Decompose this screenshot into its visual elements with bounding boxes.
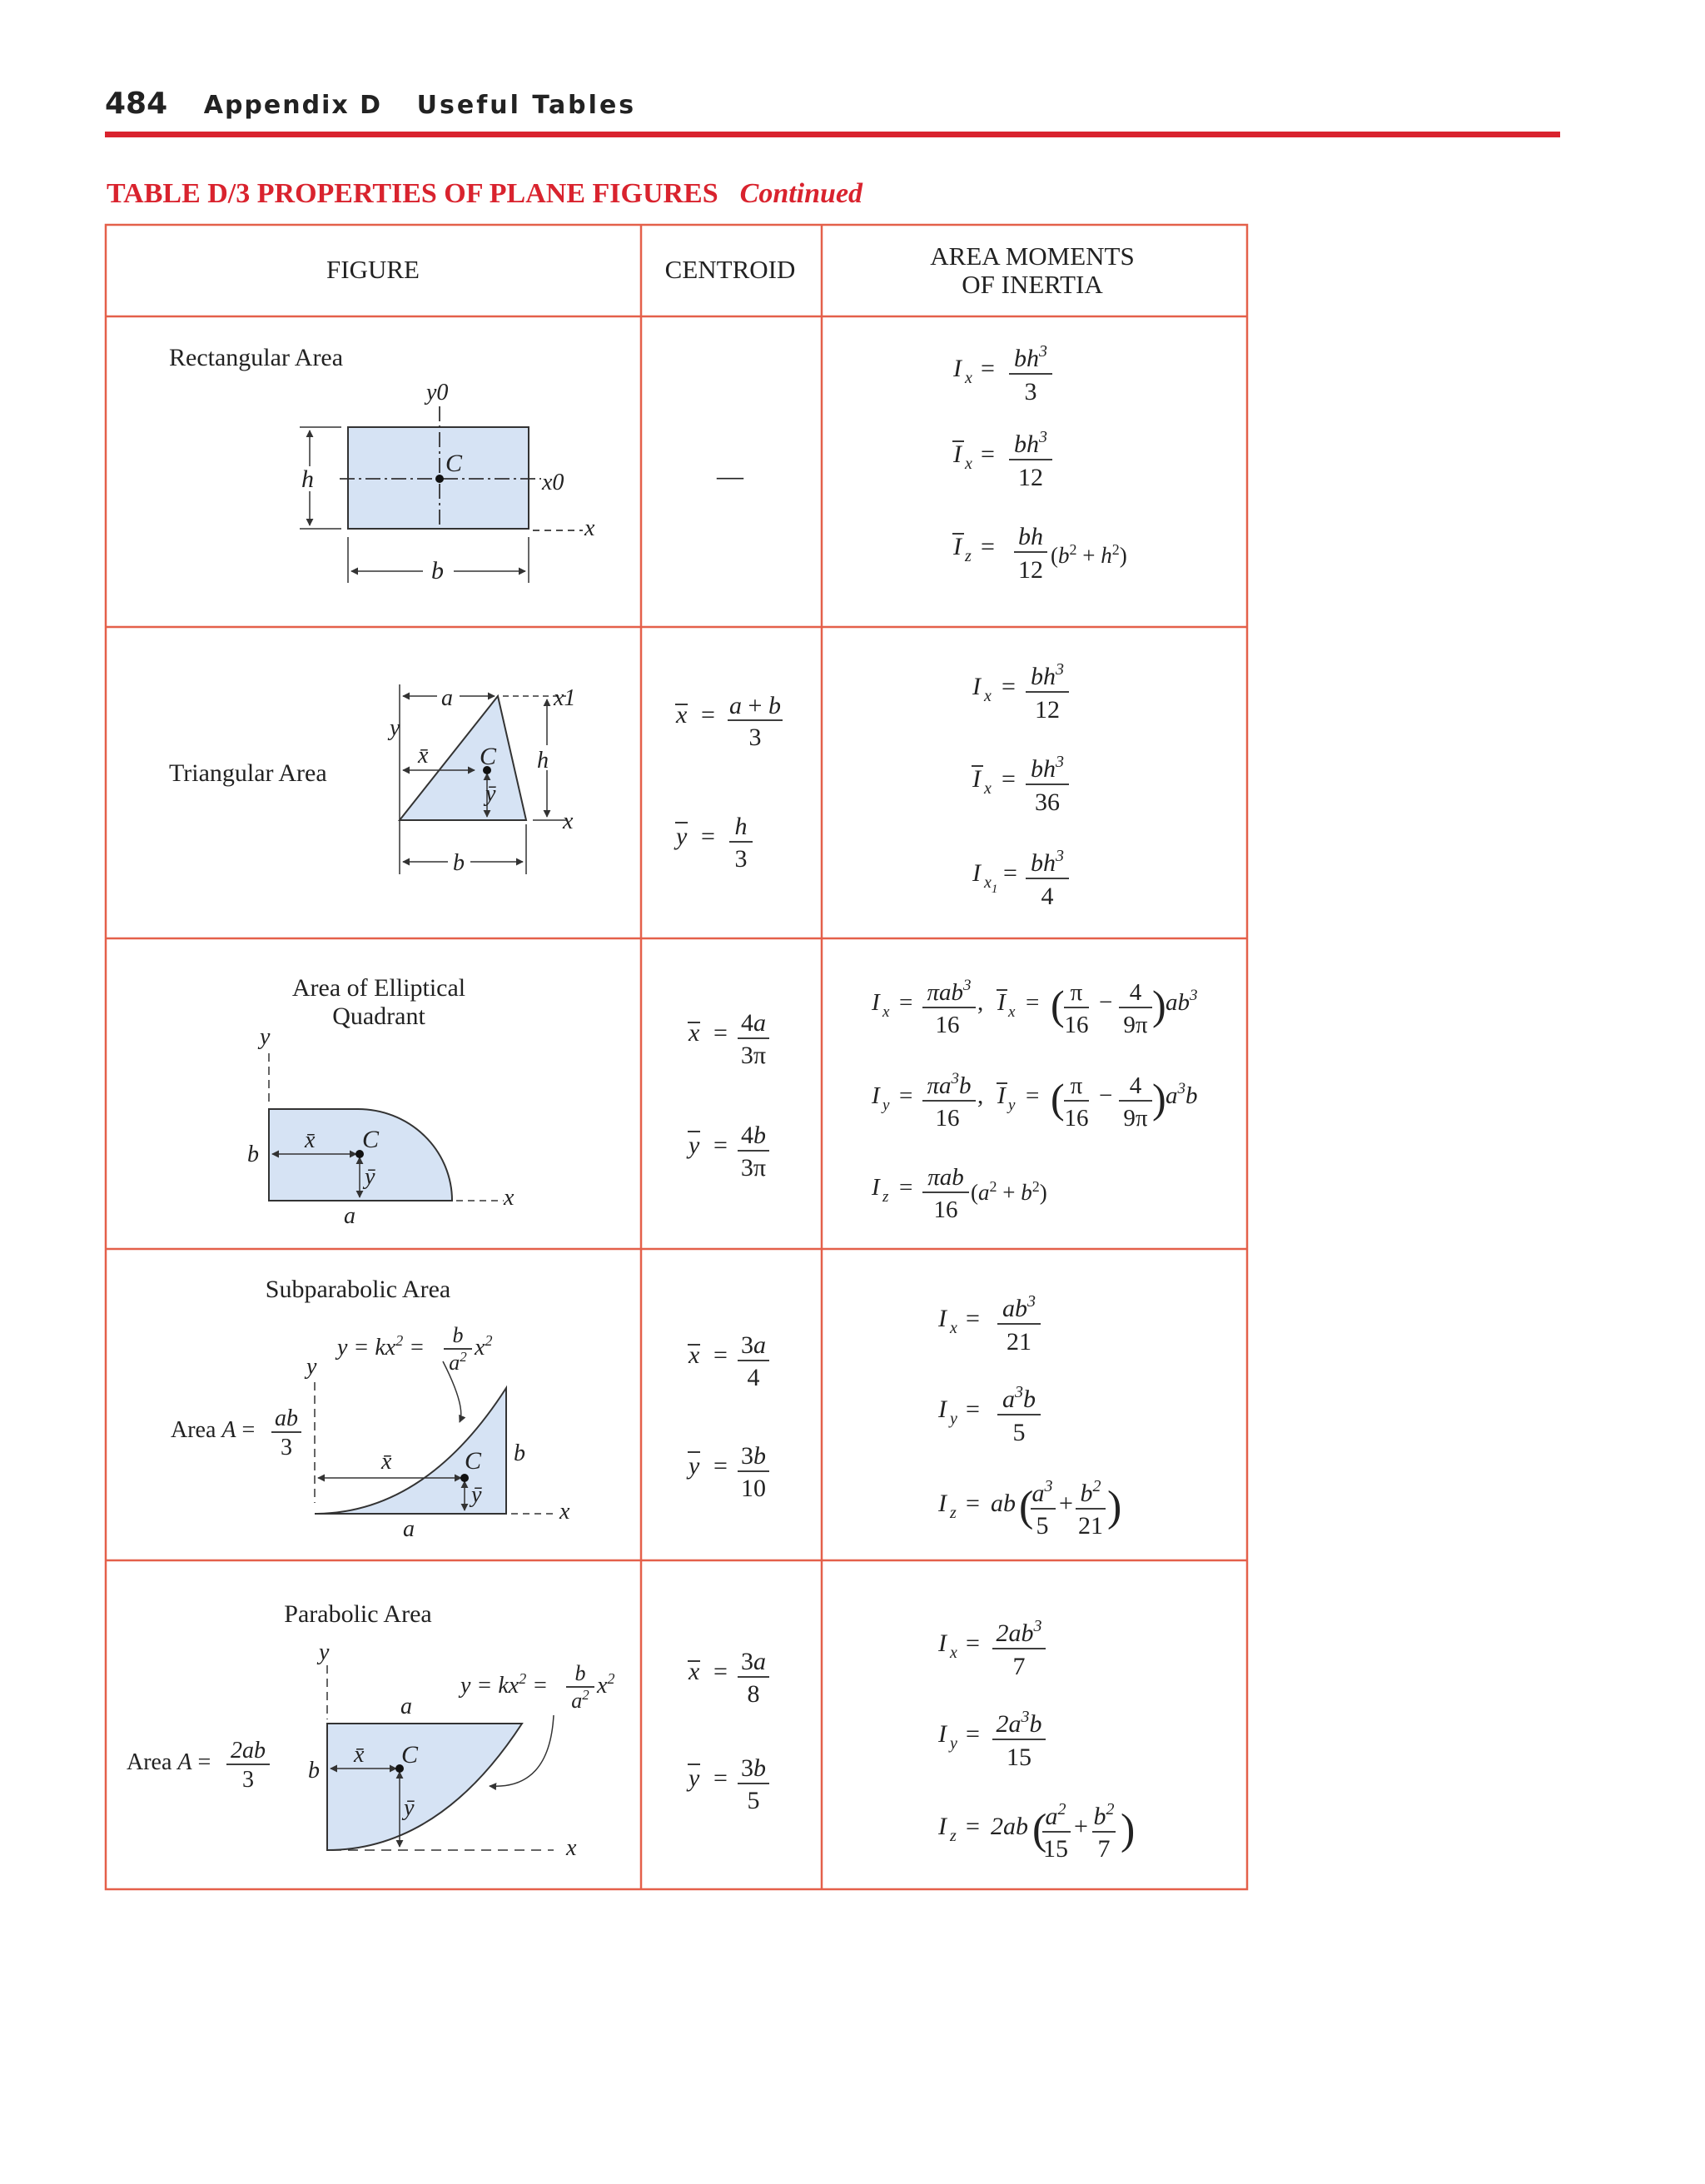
svg-text:15: 15 <box>1007 1744 1031 1771</box>
label-c: C <box>465 1447 482 1475</box>
svg-text:3π: 3π <box>740 1042 767 1069</box>
svg-text:=: = <box>713 1452 728 1480</box>
formula-xbar <box>675 692 783 751</box>
col-centroid: CENTROID <box>664 255 796 284</box>
ellipse-quadrant-diagram <box>247 1024 514 1229</box>
table-title-main: TABLE D/3 PROPERTIES OF PLANE FIGURES <box>107 178 718 209</box>
formula-ix <box>952 342 1052 405</box>
svg-text:a + b: a + b <box>729 692 781 719</box>
svg-text:=: = <box>1026 1082 1040 1109</box>
svg-text:9π: 9π <box>1123 1012 1148 1038</box>
label-x: x <box>559 1499 570 1525</box>
svg-text:x: x <box>950 1644 957 1662</box>
svg-text:z: z <box>950 1827 957 1845</box>
svg-text:x: x <box>688 1341 700 1369</box>
label-b: b <box>247 1142 259 1167</box>
svg-text:,: , <box>977 989 984 1016</box>
svg-text:y: y <box>1008 1097 1016 1114</box>
svg-text:): ) <box>1152 1075 1166 1122</box>
svg-text:bh3: $bh^3$ <box>1031 847 1064 877</box>
svg-text:5: 5 <box>747 1787 760 1814</box>
figure-name: Triangular Area <box>169 759 327 787</box>
svg-text:x: x <box>950 1319 957 1337</box>
svg-text:bh: bh <box>1018 523 1043 550</box>
svg-text:πab: πab <box>927 1164 964 1191</box>
subparabola-diagram <box>171 1323 570 1542</box>
svg-text:4a: 4a <box>741 1009 766 1037</box>
svg-text:16: 16 <box>933 1196 958 1223</box>
formula-xbar <box>688 1009 769 1069</box>
svg-text:x: x <box>676 701 688 729</box>
row-rectangular-area <box>169 342 1127 585</box>
svg-text:7: 7 <box>1097 1835 1111 1863</box>
svg-text:Area A =: Area A = <box>127 1749 211 1775</box>
svg-text:(: ( <box>1019 1483 1034 1530</box>
svg-text:b: b <box>574 1661 586 1685</box>
label-x: x <box>563 808 574 834</box>
label-xbar: x̄ <box>381 1449 392 1475</box>
svg-text:x2: $x^2$ <box>475 1332 493 1361</box>
formula-iy <box>937 1383 1041 1446</box>
svg-text:y = kx2 =: $y = kx^2$ = <box>337 1332 425 1361</box>
svg-text:=: = <box>966 1629 980 1657</box>
svg-text:I: I <box>938 1490 947 1517</box>
label-c: C <box>401 1741 419 1769</box>
svg-text:y: y <box>676 823 688 850</box>
svg-text:,: , <box>977 1082 984 1109</box>
label-h: h <box>301 465 314 493</box>
svg-text:=: = <box>966 1395 980 1423</box>
moments-formulas <box>972 660 1069 910</box>
figure-name-1: Area of Elliptical <box>291 974 466 1002</box>
svg-text:2ab3: $2ab^3$ <box>996 1617 1042 1647</box>
label-c: C <box>445 450 463 477</box>
svg-text:4: 4 <box>1129 979 1142 1006</box>
svg-text:12: 12 <box>1018 556 1043 584</box>
svg-text:x2: $x^2$ <box>597 1670 615 1699</box>
svg-text:I: I <box>938 1720 947 1748</box>
svg-text:y: y <box>950 1410 957 1428</box>
svg-text:): ) <box>1107 1483 1122 1530</box>
label-a: a <box>403 1516 415 1542</box>
label-x1: x1 <box>554 685 576 711</box>
svg-text:π: π <box>1070 979 1083 1006</box>
formula-ybar <box>686 1122 769 1182</box>
svg-text:21: 21 <box>1078 1512 1103 1540</box>
col-figure: FIGURE <box>326 255 420 284</box>
svg-text:=: = <box>713 1658 728 1685</box>
formula-iy-iybar <box>871 1070 1198 1132</box>
svg-text:I: I <box>953 440 962 468</box>
svg-text:I: I <box>872 1082 880 1109</box>
svg-text:12: 12 <box>1018 464 1043 491</box>
svg-text:I: I <box>872 989 880 1016</box>
svg-text:a3b: $a^3b$ <box>1002 1383 1036 1413</box>
svg-text:36: 36 <box>1035 789 1060 816</box>
label-b: b <box>514 1440 525 1466</box>
svg-text:I: I <box>997 989 1006 1016</box>
svg-text:=: = <box>899 1174 913 1201</box>
label-x: x <box>566 1835 577 1861</box>
moments-formulas <box>937 1617 1135 1863</box>
svg-text:3a: 3a <box>741 1648 766 1675</box>
formula-ix <box>972 660 1069 724</box>
table-grid <box>106 225 1247 1889</box>
moments-formulas <box>937 1292 1121 1540</box>
svg-text:2ab: 2ab <box>231 1738 266 1764</box>
centroid-formulas <box>686 1009 769 1182</box>
formula-ybar <box>674 813 753 873</box>
svg-text:=: = <box>1002 673 1016 700</box>
svg-text:3a: 3a <box>741 1331 766 1359</box>
svg-text:(: ( <box>1051 982 1065 1028</box>
svg-text:=: = <box>701 823 715 850</box>
svg-text:=: = <box>966 1490 980 1517</box>
svg-text:7: 7 <box>1012 1653 1026 1680</box>
svg-text:(b2 + h2): $(b^2 + h^2)$ <box>1051 541 1127 568</box>
svg-text:x: x <box>688 1658 700 1685</box>
formula-ybar <box>686 1754 769 1814</box>
figure-name-2: Quadrant <box>332 1002 425 1030</box>
label-b: b <box>453 850 465 876</box>
label-c: C <box>362 1126 380 1153</box>
appendix-label: Appendix D <box>203 91 383 120</box>
svg-text:2a3b: $2a^3b$ <box>996 1708 1042 1738</box>
svg-text:3: 3 <box>1024 378 1037 405</box>
svg-text:5: 5 <box>1036 1512 1049 1540</box>
row-parabolic-area <box>127 1600 1135 1863</box>
label-a: a <box>441 685 453 711</box>
figure-name: Subparabolic Area <box>265 1276 451 1303</box>
formula-ix-bar <box>952 428 1052 491</box>
svg-text:h: h <box>734 813 748 840</box>
svg-text:=: = <box>1002 765 1016 793</box>
moments-formulas <box>871 977 1198 1223</box>
svg-text:=: = <box>713 1341 728 1369</box>
svg-text:a2: $a^2$ <box>1045 1800 1066 1830</box>
svg-text:b: b <box>452 1323 464 1347</box>
svg-text:b2: $b^2$ <box>1093 1800 1115 1830</box>
row-subparabolic-area <box>171 1276 1121 1542</box>
svg-text:z: z <box>950 1504 957 1522</box>
svg-text:3π: 3π <box>740 1154 767 1182</box>
svg-text:ab3: $ab^3$ <box>1002 1292 1036 1322</box>
label-ybar: ȳ <box>485 781 496 807</box>
label-x: x <box>584 515 595 541</box>
centroid-value: — <box>717 460 743 490</box>
svg-text:πa3b: $\pi a^3b$ <box>927 1070 972 1099</box>
svg-text:x: x <box>965 455 972 473</box>
svg-text:16: 16 <box>1064 1012 1089 1038</box>
svg-text:=: = <box>713 1764 728 1792</box>
label-y: y <box>319 1639 330 1665</box>
label-y: y <box>306 1354 317 1380</box>
svg-text:−: − <box>1099 989 1113 1016</box>
moments-formulas <box>952 342 1127 584</box>
svg-text:I: I <box>972 859 981 887</box>
svg-text:4: 4 <box>747 1364 760 1391</box>
formula-iy <box>937 1708 1046 1771</box>
svg-text:=: = <box>966 1813 980 1840</box>
svg-text:πab3: πab$^3$ <box>927 977 972 1006</box>
formula-ix <box>937 1292 1041 1356</box>
label-x: x <box>504 1185 514 1211</box>
label-h: h <box>537 748 549 774</box>
svg-text:21: 21 <box>1007 1328 1031 1356</box>
svg-text:x: x <box>1008 1003 1016 1021</box>
svg-text:): ) <box>1152 982 1166 1028</box>
svg-text:16: 16 <box>935 1012 960 1038</box>
label-y: y <box>390 715 400 741</box>
svg-text:=: = <box>1026 989 1040 1016</box>
label-a: a <box>400 1694 412 1719</box>
svg-text:15: 15 <box>1043 1835 1068 1863</box>
formula-ix-bar <box>972 753 1069 816</box>
svg-text:π: π <box>1070 1072 1083 1099</box>
centroid-formulas <box>686 1331 769 1502</box>
svg-text:z: z <box>965 547 972 565</box>
formula-ix1 <box>972 847 1069 910</box>
svg-text:y = kx2 =: $y = kx^2$ = <box>460 1670 549 1699</box>
svg-text:=: = <box>981 533 995 560</box>
svg-text:y: y <box>882 1097 890 1114</box>
svg-text:(: ( <box>1051 1075 1065 1122</box>
svg-text:I: I <box>938 1305 947 1332</box>
page-number: 484 <box>105 87 168 121</box>
label-b: b <box>308 1758 320 1784</box>
svg-text:ab: ab <box>275 1405 298 1431</box>
svg-text:=: = <box>966 1305 980 1332</box>
formula-iz <box>937 1477 1121 1540</box>
svg-text:y: y <box>688 1764 700 1792</box>
svg-text:3: 3 <box>242 1767 254 1793</box>
svg-text:bh3: $bh^3$ <box>1031 753 1064 783</box>
svg-text:I: I <box>972 673 981 700</box>
svg-text:x: x <box>984 687 992 705</box>
label-b: b <box>431 557 444 585</box>
svg-text:5: 5 <box>1012 1419 1026 1446</box>
svg-text:I: I <box>953 533 962 560</box>
svg-text:=: = <box>981 440 995 468</box>
svg-text:a2: $a^2$ <box>571 1687 589 1713</box>
svg-text:I: I <box>872 1174 880 1201</box>
col-moments-2: OF INERTIA <box>962 270 1103 299</box>
svg-text:3b: 3b <box>741 1442 766 1470</box>
svg-text:3: 3 <box>748 724 762 751</box>
label-ybar: ȳ <box>471 1482 482 1508</box>
svg-text:x: x <box>965 369 972 387</box>
row-triangular-area <box>169 660 1069 910</box>
triangle-diagram <box>387 684 575 876</box>
svg-text:I: I <box>972 765 981 793</box>
svg-text:2ab: 2ab <box>991 1813 1028 1840</box>
svg-text:(a2 + b2): $(a^2 + b^2)$ <box>971 1178 1047 1205</box>
svg-text:Area A =: Area A = <box>171 1417 256 1443</box>
formula-ix <box>937 1617 1046 1680</box>
section-label: Useful Tables <box>416 91 637 120</box>
svg-text:=: = <box>899 989 913 1016</box>
label-xbar: x̄ <box>354 1742 365 1768</box>
formula-xbar <box>688 1331 769 1391</box>
svg-text:a2: $a^2$ <box>449 1349 467 1375</box>
label-y: y <box>260 1024 271 1050</box>
column-headers <box>326 241 1135 299</box>
svg-text:=: = <box>966 1720 980 1748</box>
svg-text:x: x <box>882 1003 890 1021</box>
svg-text:4: 4 <box>1129 1072 1142 1099</box>
svg-text:=: = <box>701 701 715 729</box>
label-ybar: ȳ <box>404 1795 415 1821</box>
svg-text:bh3: $bh^3$ <box>1014 342 1047 372</box>
svg-text:bh3: $bh^3$ <box>1014 428 1047 458</box>
formula-iz <box>871 1164 1047 1223</box>
svg-text:): ) <box>1121 1806 1136 1853</box>
table-title-suffix: Continued <box>739 178 863 209</box>
svg-text:(: ( <box>1032 1806 1047 1853</box>
label-c: C <box>480 743 497 770</box>
svg-text:−: − <box>1099 1082 1113 1109</box>
formula-xbar <box>688 1648 769 1708</box>
svg-text:=: = <box>713 1019 728 1047</box>
svg-text:y: y <box>950 1734 957 1753</box>
svg-text:16: 16 <box>1064 1105 1089 1132</box>
label-x0: x0 <box>542 470 564 495</box>
row-elliptical-quadrant <box>247 974 1198 1229</box>
svg-text:=: = <box>899 1082 913 1109</box>
label-a: a <box>344 1203 355 1229</box>
svg-text:x: x <box>688 1019 700 1047</box>
label-y0: y0 <box>426 380 449 405</box>
svg-text:+: + <box>1059 1490 1073 1517</box>
svg-text:x: x <box>984 779 992 798</box>
parabola-diagram <box>127 1639 614 1861</box>
formula-iz-bar <box>952 523 1127 584</box>
figure-name: Rectangular Area <box>169 344 344 371</box>
formula-iz <box>937 1800 1135 1863</box>
label-xbar: x̄ <box>418 743 429 769</box>
svg-text:y: y <box>688 1132 700 1159</box>
centroid-formulas <box>674 692 783 873</box>
label-ybar: ȳ <box>365 1164 375 1190</box>
svg-text:a3b: $a^3b$ <box>1166 1080 1198 1109</box>
svg-text:16: 16 <box>935 1105 960 1132</box>
svg-text:3: 3 <box>281 1435 292 1460</box>
svg-text:I: I <box>938 1395 947 1423</box>
label-xbar: x̄ <box>305 1127 316 1153</box>
formula-ix-ixbar <box>871 977 1198 1038</box>
svg-text:b2: $b^2$ <box>1080 1477 1101 1507</box>
svg-text:z: z <box>882 1188 889 1206</box>
svg-text:I: I <box>953 355 962 382</box>
svg-text:I: I <box>938 1629 947 1657</box>
rectangle-diagram <box>300 380 595 585</box>
svg-text:ab3: $ab^3$ <box>1166 987 1198 1016</box>
svg-text:=: = <box>1003 859 1017 887</box>
svg-text:10: 10 <box>741 1475 766 1502</box>
svg-text:+: + <box>1074 1813 1088 1840</box>
svg-text:a3: $a^3$ <box>1031 1477 1053 1507</box>
svg-text:I: I <box>997 1082 1006 1109</box>
svg-text:3: 3 <box>734 845 748 873</box>
svg-text:x1: $x_1$ <box>984 873 998 896</box>
col-moments-1: AREA MOMENTS <box>930 241 1135 271</box>
svg-text:ab: ab <box>991 1490 1016 1517</box>
svg-text:8: 8 <box>747 1680 760 1708</box>
svg-text:3b: 3b <box>741 1754 766 1782</box>
svg-text:12: 12 <box>1035 696 1060 724</box>
svg-text:4b: 4b <box>741 1122 766 1149</box>
svg-text:bh3: $bh^3$ <box>1031 660 1064 690</box>
formula-ybar <box>686 1442 769 1502</box>
svg-text:=: = <box>981 355 995 382</box>
centroid-formulas <box>686 1648 769 1814</box>
svg-text:y: y <box>688 1452 700 1480</box>
figure-name: Parabolic Area <box>284 1600 432 1628</box>
svg-text:=: = <box>713 1132 728 1159</box>
svg-text:4: 4 <box>1041 883 1054 910</box>
svg-text:9π: 9π <box>1123 1105 1148 1132</box>
svg-text:I: I <box>938 1813 947 1840</box>
